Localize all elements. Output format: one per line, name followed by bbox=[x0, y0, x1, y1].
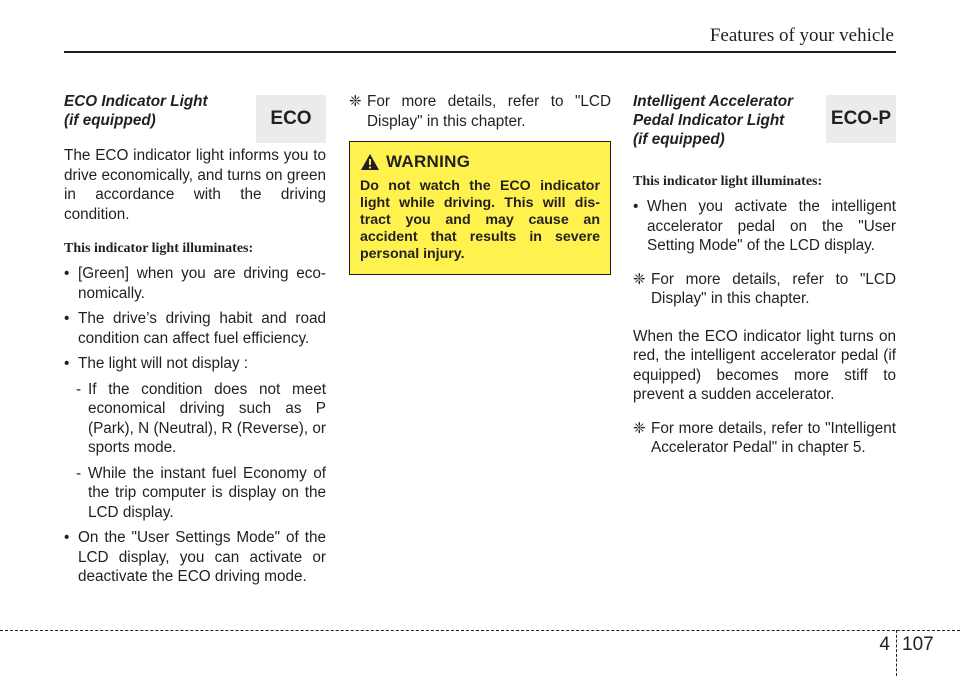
footer-divider bbox=[896, 630, 897, 676]
header-rule bbox=[64, 51, 896, 53]
dash-item bbox=[64, 380, 326, 458]
bullet-dot-icon: • bbox=[64, 265, 70, 282]
bullet-dot-icon: • bbox=[64, 529, 70, 546]
bullet-dot-icon: • bbox=[633, 198, 639, 215]
bullet-dot-icon: • bbox=[64, 310, 70, 327]
section-title-eco: ECO Indicator Light (if equipped) bbox=[64, 93, 208, 129]
page-number: 107 bbox=[902, 634, 934, 655]
note-item bbox=[633, 419, 896, 458]
bullet-text: [Green] when you are driving eco-nomically. bbox=[78, 265, 326, 302]
bullet-text: On the "User Settings Mode" of the LCD display, you can activate or deactivate the ECO driving mode. bbox=[78, 529, 326, 585]
note-text: For more details, refer to "LCD Display" in this chapter. bbox=[651, 270, 896, 307]
dash-text: While the instant fuel Economy of the trip computer is display on the LCD display. bbox=[88, 464, 326, 521]
bullet-text: The drive’s driving habit and road condition can affect fuel efficiency. bbox=[78, 310, 326, 347]
warning-title: WARNING bbox=[386, 152, 471, 171]
chapter-number: 4 bbox=[879, 634, 890, 655]
bullet-item bbox=[64, 354, 326, 374]
warning-text: Do not watch the ECO indicator light while driving. This will dis-tract you and may cause an accident that results in severe personal injury. bbox=[360, 178, 600, 262]
bullet-text: The light will not display : bbox=[78, 355, 249, 372]
footer-rule bbox=[0, 630, 960, 631]
column-eco-indicator bbox=[64, 92, 326, 587]
dash-mark: - bbox=[76, 380, 82, 398]
badge-eco-p: ECO-P bbox=[826, 95, 896, 143]
badge-eco: ECO bbox=[256, 95, 326, 143]
bullet-dot-icon: • bbox=[64, 355, 70, 372]
bullet-item bbox=[64, 309, 326, 348]
bullet-item bbox=[64, 528, 326, 587]
dash-mark: - bbox=[76, 464, 82, 482]
warning-header bbox=[360, 152, 600, 172]
note-symbol-icon: ❈ bbox=[349, 93, 362, 110]
illuminates-heading: This indicator light illuminates: bbox=[633, 174, 823, 189]
warning-box bbox=[349, 141, 611, 275]
note-symbol-icon: ❈ bbox=[633, 419, 646, 437]
header-title: Features of your vehicle bbox=[709, 25, 894, 46]
note-symbol-icon: ❈ bbox=[633, 270, 646, 288]
eco-red-paragraph: When the ECO indicator light turns on red, the intelligent accelerator pedal (if equipped) becomes more stiff to prevent a sudden accelerator. bbox=[633, 327, 896, 403]
warning-triangle-icon bbox=[360, 153, 380, 171]
column-notes bbox=[349, 92, 611, 131]
section-title-eco-p: Intelligent Accelerator Pedal Indicator Light (if equipped) bbox=[633, 93, 794, 148]
column-eco-p-indicator bbox=[633, 92, 896, 458]
bullet-item bbox=[64, 264, 326, 303]
note-text: For more details, refer to "LCD Display" in this chapter. bbox=[367, 93, 611, 130]
illuminates-heading: This indicator light illuminates: bbox=[64, 241, 254, 256]
note-item bbox=[633, 270, 896, 309]
bullet-text: When you activate the intelligent accelerator pedal on the "User Setting Mode" of the LCD display. bbox=[647, 198, 896, 254]
dash-text: If the condition does not meet economical driving such as P (Park), N (Neutral), R (Reverse), or sports mode. bbox=[88, 380, 326, 456]
eco-intro-paragraph: The ECO indicator light informs you to drive economically, and turns on green in accordance with the driving condition. bbox=[64, 147, 326, 223]
bullet-item bbox=[633, 197, 896, 256]
note-item bbox=[349, 92, 611, 131]
dash-item bbox=[64, 464, 326, 523]
note-text: For more details, refer to "Intelligent Accelerator Pedal" in chapter 5. bbox=[651, 419, 896, 456]
